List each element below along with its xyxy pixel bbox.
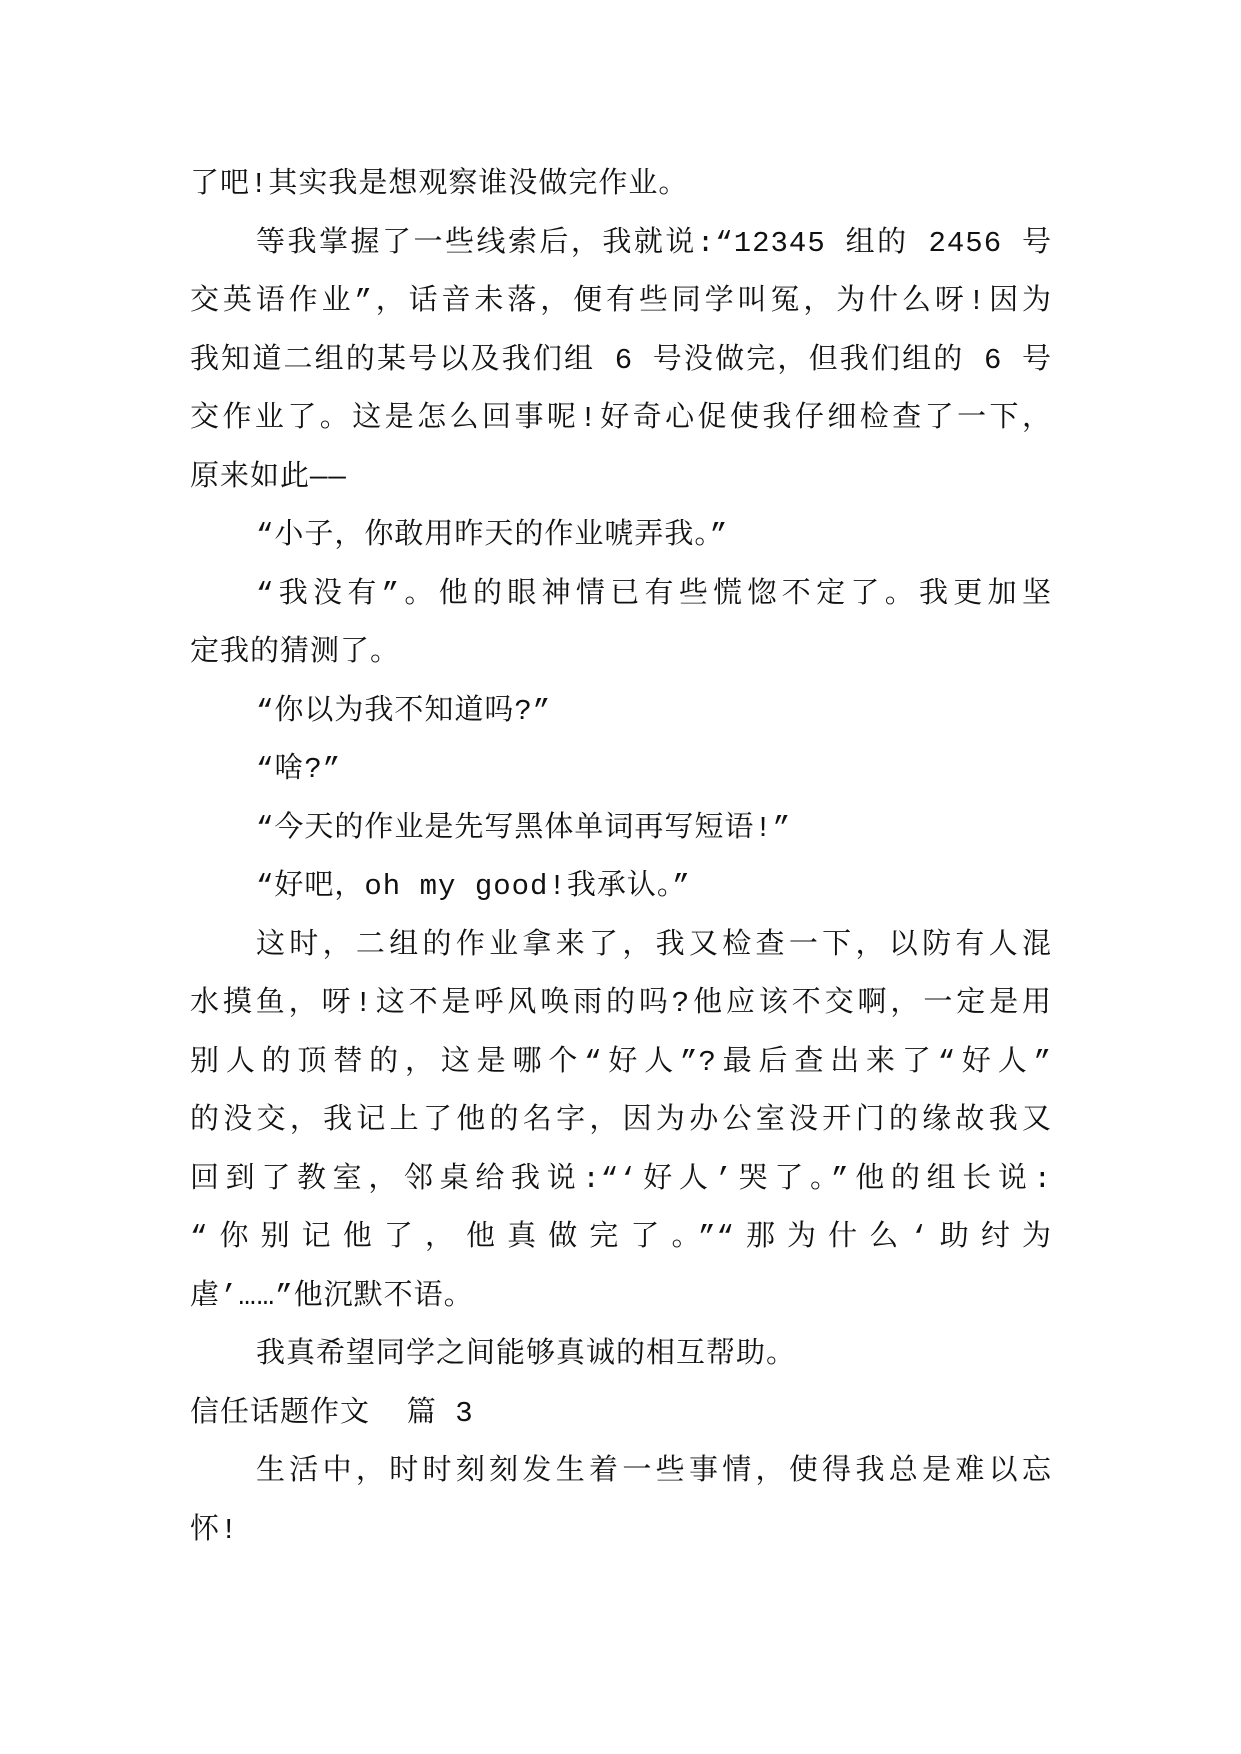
paragraph	[190, 800, 1052, 859]
paragraph	[190, 566, 1052, 683]
paragraph-line: “你别记他了，他真做完了。”“那为什么‘助纣为	[190, 1221, 1052, 1254]
paragraph-line: 我知道二组的某号以及我们组 6 号没做完，但我们组的 6 号	[190, 343, 1052, 377]
paragraph-line: 的没交，我记上了他的名字，因为办公室没开门的缘故我又	[190, 1104, 1052, 1137]
paragraph-line: 怀!	[190, 1513, 239, 1547]
paragraph-line: 回到了教室，邻桌给我说:“‘好人’哭了。”他的组长说:	[190, 1162, 1052, 1196]
paragraph-line: 了吧!其实我是想观察谁没做完作业。	[190, 168, 689, 201]
paragraph-line: 交英语作业”，话音未落，便有些同学叫冤，为什么呀!因为	[190, 285, 1052, 318]
paragraph-line: 交作业了。这是怎么回事呢!好奇心促使我仔细检查了一下，	[190, 402, 1052, 435]
paragraph	[190, 215, 1052, 508]
paragraph-line: 原来如此——	[190, 460, 347, 494]
paragraph-line: “你以为我不知道吗?”	[256, 694, 552, 728]
paragraph-line: “今天的作业是先写黑体单词再写短语!”	[256, 811, 792, 845]
paragraph	[190, 683, 1052, 742]
paragraph-line: “我没有”。他的眼神情已有些慌惚不定了。我更加坚	[256, 577, 1052, 611]
paragraph-line: “好吧，oh my good!我承认。”	[256, 870, 691, 903]
paragraph-line: 等我掌握了一些线索后，我就说:“12345 组的 2456 号	[256, 226, 1052, 260]
paragraph-line: 生活中，时时刻刻发生着一些事情，使得我总是难以忘	[256, 1455, 1052, 1488]
paragraph	[190, 1443, 1052, 1560]
paragraph-line: “小子，你敢用昨天的作业唬弄我。”	[256, 519, 729, 552]
document-body	[190, 156, 1052, 1560]
paragraph-line: 这时，二组的作业拿来了，我又检查一下，以防有人混	[256, 928, 1052, 962]
paragraph-line: 我真希望同学之间能够真诚的相互帮助。	[256, 1338, 797, 1371]
paragraph-line: 定我的猜测了。	[190, 636, 401, 669]
paragraph-line: 别人的顶替的，这是哪个“好人”?最后查出来了“好人”	[190, 1045, 1052, 1079]
paragraph	[190, 507, 1052, 566]
paragraph	[190, 917, 1052, 1327]
paragraph-line: “啥?”	[256, 753, 342, 786]
paragraph	[190, 741, 1052, 800]
paragraph	[190, 1326, 1052, 1385]
paragraph-line: 虐’……”他沉默不语。	[190, 1279, 474, 1313]
section-heading: 信任话题作文 篇 3	[190, 1396, 474, 1430]
paragraph	[190, 156, 1052, 215]
paragraph-line: 水摸鱼，呀!这不是呼风唤雨的吗?他应该不交啊，一定是用	[190, 987, 1052, 1020]
paragraph	[190, 858, 1052, 917]
